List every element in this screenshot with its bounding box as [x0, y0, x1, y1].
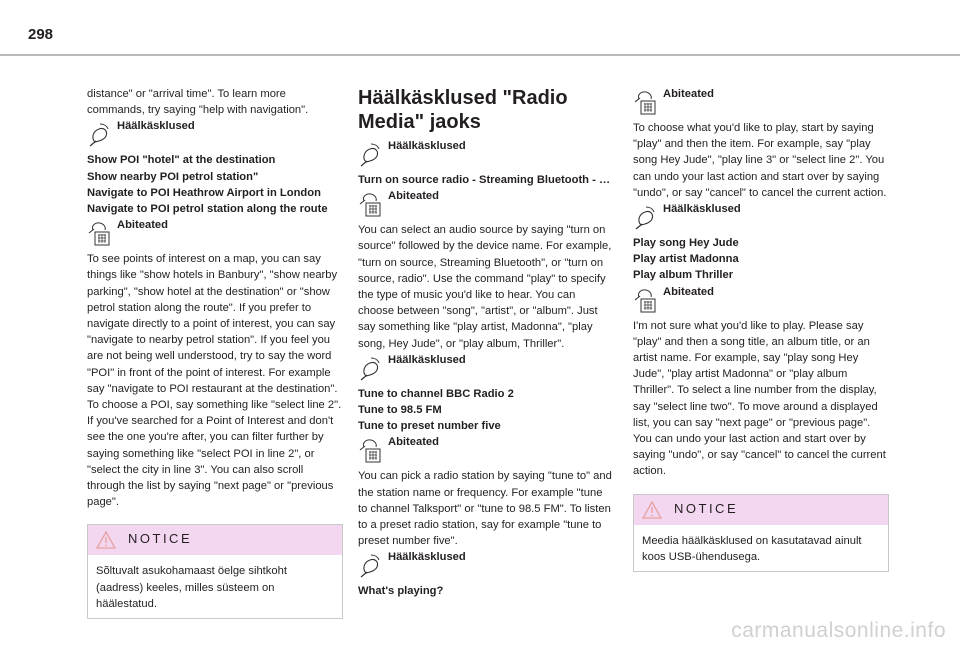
command-item: Tune to preset number five	[358, 420, 501, 433]
notice-text: Sõltuvalt asukohamaast öelge sihtkoht (aadress) keeles, milles süsteem on häälestatud.	[96, 565, 287, 610]
voice-commands-label: Häälkäsklused	[388, 551, 466, 564]
voice-commands-label-row	[358, 138, 614, 172]
warning-icon	[642, 501, 662, 519]
help-text: You can select an audio source by saying "turn on source" followed by the device name. For example, "turn on source, Streaming Bluetooth", or "turn on source, radio". Use the command "play" to specify the type of music you'd like to hear. You can choose between "song", "artist", or "album". Just say something like "play artist, Madonna", "play song, Hey Jude", or "play album, Thriller".	[358, 224, 612, 350]
help-messages-label-row	[358, 188, 614, 222]
help-message-icon	[633, 288, 657, 314]
column-2	[358, 86, 614, 600]
help-messages-label: Abiteated	[388, 436, 439, 449]
page-number: 298	[28, 26, 54, 43]
help-message-icon	[358, 438, 382, 464]
help-messages-label-row	[358, 434, 614, 468]
command-item: Tune to 98.5 FM	[358, 404, 442, 417]
command-item: Play song Hey Jude	[633, 237, 739, 250]
voice-command-icon	[358, 356, 382, 382]
watermark: carmanualsonline.info	[731, 619, 946, 642]
help-messages-label-row	[633, 86, 889, 120]
command-item: What's playing?	[358, 585, 444, 598]
help-message-icon	[633, 90, 657, 116]
command-item: Navigate to POI petrol station along the route	[87, 203, 328, 216]
help-message-icon	[358, 192, 382, 218]
voice-commands-label-row	[358, 352, 614, 386]
notice-text: Meedia häälkäsklused on kasutatavad ainult koos USB-ühendusega.	[642, 534, 862, 563]
voice-commands-label: Häälkäsklused	[388, 140, 466, 152]
help-text: I'm not sure what you'd like to play. Please say "play" and then a song title, an album title, or an artist name. For example, say "play song Hey Jude", "play artist Madonna" or "play album Thriller". To select a line number from the display, say "select line two". To move around a displayed list, you can say "next page" or "previous page". You can undo your last action and start over by saying "undo", or say "cancel" to cancel the current action.	[633, 319, 886, 478]
warning-icon	[96, 531, 116, 549]
voice-commands-label: Häälkäsklused	[663, 203, 741, 216]
help-messages-label-row	[87, 217, 343, 251]
column-1	[87, 86, 343, 619]
command-item: Play artist Madonna	[633, 253, 739, 266]
help-text: You can pick a radio station by saying "tune to" and the station name or frequency. For example "tune to channel Talksport" or "tune to 98.5 FM". To listen to a preset radio station, say for example "tune to preset number five".	[358, 470, 612, 548]
notice-header	[88, 525, 342, 555]
help-messages-label: Abiteated	[117, 219, 168, 232]
intro-text: distance" or "arrival time". To learn more commands, try saying "help with navigation".	[87, 88, 309, 117]
voice-command-icon	[358, 142, 382, 168]
command-item: Show nearby POI petrol station"	[87, 170, 259, 183]
help-messages-label: Abiteated	[388, 190, 439, 203]
voice-command-icon	[358, 553, 382, 579]
notice-box	[87, 524, 343, 619]
help-message-icon	[87, 221, 111, 247]
command-item: Navigate to POI Heathrow Airport in London	[87, 186, 321, 199]
header-divider	[0, 54, 960, 56]
voice-commands-label-row	[633, 201, 889, 235]
help-text: To see points of interest on a map, you can say things like "show hotels in Banbury", "show nearby parking", "show hotel at the destination" or "show petrol station along the route". If you prefer to navigate directly to a point of interest, you can say "navigate to nearby petrol station". If you feel you are not being well understood, try to say the word "POI" in front of the point of interest. For example say "navigate to POI restaurant at the destination". To choose a POI, say something like "select line 2". If you've searched for a Point of Interest and don't see the one you're after, you can filter further by saying something like "select POI in line 2", or "select the city in line 3". You can also scroll through the list by saying "next page" or "previous page".	[87, 253, 342, 509]
notice-title: NOTICE	[674, 500, 739, 516]
voice-commands-label-row	[358, 549, 614, 583]
voice-commands-label-row	[87, 118, 343, 152]
voice-command-icon	[87, 122, 111, 148]
voice-command-icon	[633, 205, 657, 231]
command-item: Tune to channel BBC Radio 2	[358, 387, 514, 400]
help-messages-label: Abiteated	[663, 88, 714, 100]
command-list	[633, 235, 889, 284]
notice-header	[634, 495, 888, 525]
notice-title: NOTICE	[128, 531, 193, 547]
section-heading: Häälkäsklused "Radio Media" jaoks	[358, 87, 568, 133]
command-item: Show POI "hotel" at the destination	[87, 154, 276, 167]
command-list	[87, 152, 343, 217]
command-item: Play album Thriller	[633, 269, 734, 282]
column-3	[633, 86, 889, 572]
command-item: Turn on source radio - Streaming Bluetooth - …	[358, 174, 611, 186]
notice-box	[633, 494, 889, 572]
help-text: To choose what you'd like to play, start by saying "play" and then the item. For example, say "play song Hey Jude", "play line 3" or "select line 2". You can undo your last action and start over by saying "undo", or say "cancel" to cancel the current action.	[633, 122, 887, 199]
help-messages-label-row	[633, 284, 889, 318]
command-list	[358, 386, 614, 435]
voice-commands-label: Häälkäsklused	[117, 120, 195, 133]
help-messages-label: Abiteated	[663, 285, 714, 298]
voice-commands-label: Häälkäsklused	[388, 353, 466, 366]
